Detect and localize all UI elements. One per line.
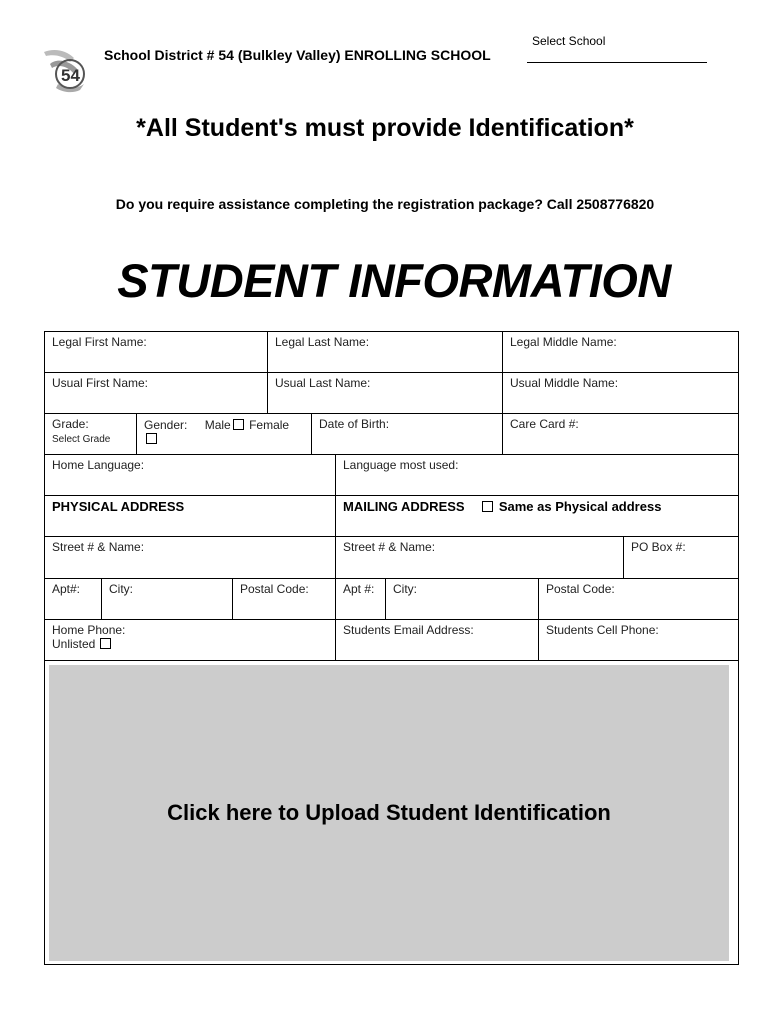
physical-postal-code-field[interactable] xyxy=(233,579,336,620)
home-phone-field[interactable] xyxy=(45,620,336,661)
mailing-address-label: MAILING ADDRESS xyxy=(343,499,465,514)
legal-middle-name-field[interactable] xyxy=(503,332,738,373)
usual-last-name-label: Usual Last Name: xyxy=(275,376,371,390)
same-as-physical-checkbox[interactable] xyxy=(482,501,493,512)
mailing-city-label: City: xyxy=(393,582,417,596)
care-card-field[interactable] xyxy=(503,414,738,455)
unlisted-label: Unlisted xyxy=(52,637,96,651)
mailing-street-label: Street # & Name: xyxy=(343,540,436,554)
student-email-label: Students Email Address: xyxy=(343,623,474,637)
mailing-street-field[interactable] xyxy=(336,537,624,579)
section-title: STUDENT INFORMATION xyxy=(117,254,671,307)
gender-field xyxy=(137,414,312,455)
mailing-city-field[interactable] xyxy=(386,579,539,620)
physical-apt-field[interactable] xyxy=(45,579,102,620)
male-checkbox[interactable] xyxy=(233,419,244,430)
upload-identification-button[interactable] xyxy=(49,665,729,961)
care-card-label: Care Card #: xyxy=(510,417,579,431)
physical-apt-label: Apt#: xyxy=(52,582,81,596)
mailing-address-header xyxy=(336,496,738,537)
mailing-postal-code-field[interactable] xyxy=(539,579,738,620)
student-cell-phone-field[interactable] xyxy=(539,620,738,661)
usual-middle-name-label: Usual Middle Name: xyxy=(510,376,619,390)
physical-address-label: PHYSICAL ADDRESS xyxy=(52,499,185,514)
female-label: Female xyxy=(249,418,290,432)
physical-street-label: Street # & Name: xyxy=(52,540,145,554)
mailing-apt-label: Apt #: xyxy=(343,582,375,596)
physical-address-header xyxy=(45,496,336,537)
legal-first-name-field[interactable] xyxy=(45,332,268,373)
usual-last-name-field[interactable] xyxy=(268,373,503,414)
usual-first-name-label: Usual First Name: xyxy=(52,376,149,390)
legal-last-name-field[interactable] xyxy=(268,332,503,373)
enrolling-school-select[interactable] xyxy=(527,62,707,63)
legal-middle-name-label: Legal Middle Name: xyxy=(510,335,617,349)
physical-city-field[interactable] xyxy=(102,579,233,620)
home-language-label: Home Language: xyxy=(52,458,145,472)
legal-last-name-label: Legal Last Name: xyxy=(275,335,370,349)
identification-notice: *All Student's must provide Identification* xyxy=(136,114,634,142)
usual-middle-name-field[interactable] xyxy=(503,373,738,414)
home-phone-label: Home Phone: xyxy=(52,623,126,637)
legal-first-name-label: Legal First Name: xyxy=(52,335,147,349)
po-box-field[interactable] xyxy=(624,537,738,579)
select-grade-placeholder: Select Grade xyxy=(52,434,111,445)
mailing-postal-code-label: Postal Code: xyxy=(546,582,615,596)
district-logo xyxy=(40,44,92,96)
upload-identification-label: Click here to Upload Student Identification xyxy=(167,800,611,825)
student-email-field[interactable] xyxy=(336,620,539,661)
grade-select[interactable] xyxy=(45,414,137,455)
usual-first-name-field[interactable] xyxy=(45,373,268,414)
date-of-birth-label: Date of Birth: xyxy=(319,417,390,431)
district-title: School District # 54 (Bulkley Valley) ENROLLING SCHOOL xyxy=(104,47,491,63)
student-cell-phone-label: Students Cell Phone: xyxy=(546,623,659,637)
select-school-label: Select School xyxy=(532,34,606,48)
logo-text: 54 xyxy=(61,66,80,85)
female-checkbox[interactable] xyxy=(146,433,157,444)
assistance-notice: Do you require assistance completing the registration package? Call 2508776820 xyxy=(115,196,655,212)
po-box-label: PO Box #: xyxy=(631,540,686,554)
physical-city-label: City: xyxy=(109,582,133,596)
language-most-used-field[interactable] xyxy=(336,455,738,496)
grade-label: Grade: xyxy=(52,417,89,431)
student-information-form xyxy=(44,331,739,965)
mailing-apt-field[interactable] xyxy=(336,579,386,620)
same-as-physical-label: Same as Physical address xyxy=(498,499,662,514)
home-language-field[interactable] xyxy=(45,455,336,496)
physical-street-field[interactable] xyxy=(45,537,336,579)
unlisted-checkbox[interactable] xyxy=(100,638,111,649)
physical-postal-code-label: Postal Code: xyxy=(240,582,309,596)
date-of-birth-field[interactable] xyxy=(312,414,503,455)
male-label: Male xyxy=(204,418,231,432)
gender-label: Gender: xyxy=(144,418,188,432)
language-most-used-label: Language most used: xyxy=(343,458,459,472)
